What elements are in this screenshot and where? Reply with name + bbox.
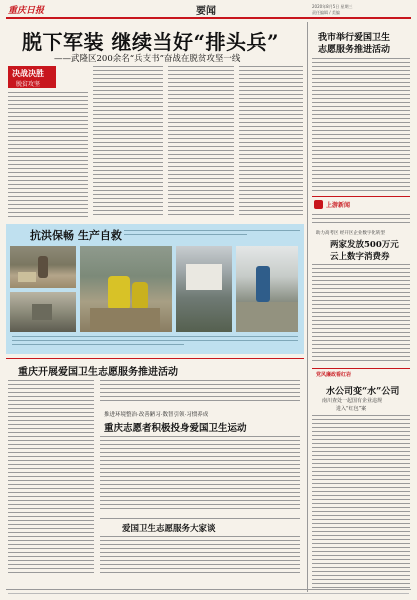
lead-subhead: ——武隆区200余名“兵支书”奋战在脱贫攻坚一线 (54, 54, 241, 64)
bottom-headline-2: 重庆志愿者积极投身爱国卫生运动 (104, 423, 247, 434)
footer-rule (6, 589, 411, 590)
app-logo-icon (314, 200, 323, 209)
bottom-mid-top-body (100, 380, 300, 406)
bottom-headline-1: 重庆开展爱国卫生志愿服务推进活动 (18, 367, 178, 378)
app-label: 上游新闻 (326, 202, 351, 209)
campaign-badge-line1: 决战决胜 (12, 68, 44, 78)
app-promo (312, 196, 410, 210)
campaign-badge (8, 66, 56, 88)
flood-photo-1 (10, 246, 76, 288)
flood-photo-5 (236, 246, 298, 332)
right-bottom-headline: 水公司变“水”公司 (326, 387, 400, 397)
flood-captions (12, 336, 298, 350)
bottom-mid-body (100, 436, 300, 514)
bottom-headline-3: 爱国卫生志愿服务大家谈 (122, 524, 216, 534)
right-mid-headline-1: 两家发放500万元 (330, 240, 399, 250)
right-bottom-subhead-1: 南川查处一起国有企业违规 (322, 398, 383, 404)
editor-credit: 责任编辑 / 美编 (312, 10, 340, 15)
section-title: 要闻 (196, 6, 216, 17)
right-mid-kicker: 助力高考区 经开区企业数字化转型 (316, 231, 385, 236)
flood-photo-4 (176, 246, 232, 332)
right-column-divider (307, 22, 308, 592)
bottom-left-col (8, 380, 94, 576)
right-top-headline-2: 志愿服务推进活动 (318, 45, 391, 55)
lead-headline: 脱下军装 继续当好“排头兵” (22, 30, 279, 54)
integrity-label (312, 368, 410, 379)
bottom-kicker: 推进环境整治·改善陋习·数智引领·习惯养成 (104, 412, 209, 418)
right-mid-headline-2: 云上数字消费券 (330, 252, 390, 262)
masthead-rule (6, 17, 411, 19)
lead-body-col1 (8, 92, 88, 222)
footer-line (8, 593, 409, 596)
integrity-label-text: 党风廉政看红岩 (316, 372, 352, 378)
lead-body-col2 (93, 66, 163, 222)
masthead (0, 0, 417, 18)
flood-photo-3 (80, 246, 172, 332)
bottom-section-rule (6, 358, 304, 359)
flood-section-blurb (124, 230, 300, 240)
flood-section-title: 抗洪保畅 生产自救 (30, 229, 122, 242)
app-promo-body (312, 214, 410, 228)
lead-body-col3 (168, 66, 234, 222)
newspaper-logo: 重庆日报 (8, 6, 45, 16)
right-top-headline-1: 我市举行爱国卫生 (318, 33, 391, 43)
issue-date: 2020年8月5日 星期三 (312, 4, 353, 9)
right-top-body (312, 58, 410, 194)
right-bottom-body (312, 415, 410, 593)
right-bottom-subhead-2: 进入“红包”案 (336, 406, 367, 412)
lead-body-col4 (239, 66, 303, 222)
campaign-badge-line2: 脱贫攻坚 (16, 81, 41, 88)
flood-photo-2 (10, 292, 76, 332)
bottom-forum-body (100, 536, 300, 576)
right-mid-body (312, 264, 410, 364)
bottom-inner-divider (100, 518, 300, 519)
flood-section (6, 224, 304, 354)
